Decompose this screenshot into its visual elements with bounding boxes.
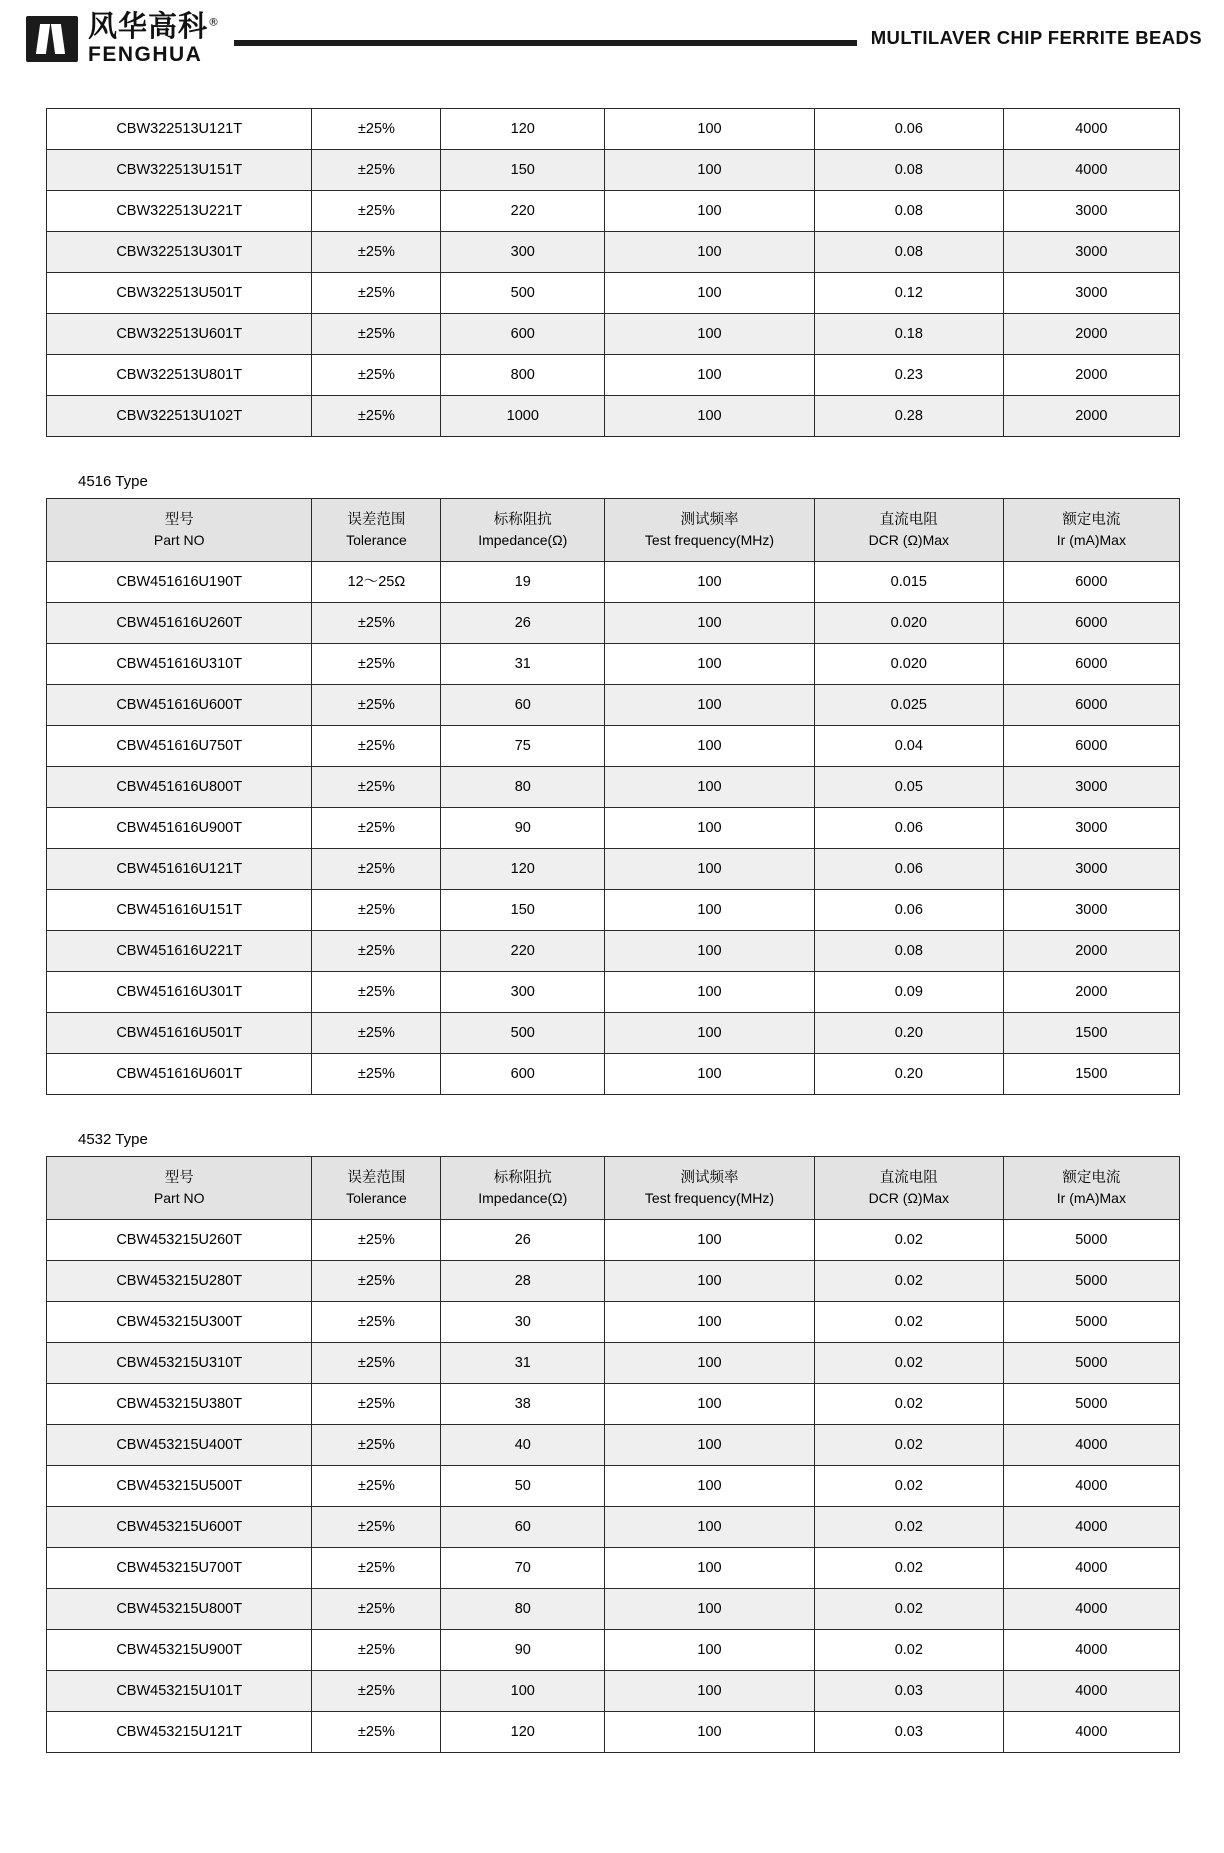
- table-cell: 100: [605, 1548, 815, 1589]
- table-cell: CBW322513U221T: [47, 191, 312, 232]
- column-header-cn: 型号: [164, 511, 194, 528]
- table-cell: 0.02: [814, 1384, 1003, 1425]
- table-cell: 0.18: [814, 314, 1003, 355]
- table-row: [47, 562, 1180, 603]
- table-cell: 100: [605, 1507, 815, 1548]
- table-cell: 300: [441, 232, 605, 273]
- table-row: [47, 1302, 1180, 1343]
- table-cell: 28: [441, 1261, 605, 1302]
- table-cell: 6000: [1003, 644, 1179, 685]
- table-cell: 100: [605, 726, 815, 767]
- table-cell: 100: [605, 808, 815, 849]
- table-cell: 0.02: [814, 1425, 1003, 1466]
- table-cell: 100: [605, 150, 815, 191]
- table-cell: CBW322513U151T: [47, 150, 312, 191]
- table-cell: ±25%: [312, 603, 441, 644]
- table-cell: ±25%: [312, 150, 441, 191]
- table-3225-continued: [46, 108, 1180, 437]
- table-cell: ±25%: [312, 685, 441, 726]
- table-cell: 0.06: [814, 808, 1003, 849]
- table-cell: 75: [441, 726, 605, 767]
- table-cell: 3000: [1003, 232, 1179, 273]
- table-cell: 600: [441, 1054, 605, 1095]
- table-row: [47, 1220, 1180, 1261]
- table-cell: ±25%: [312, 1630, 441, 1671]
- table-row: [47, 767, 1180, 808]
- column-header-en: Ir (mA)Max: [1056, 531, 1126, 548]
- column-header-en: Tolerance: [346, 531, 407, 548]
- table-row: [47, 355, 1180, 396]
- column-header-cn: 测试频率: [680, 1169, 739, 1186]
- registered-mark: ®: [208, 14, 221, 28]
- column-header-4: [605, 499, 815, 562]
- table-cell: 4000: [1003, 109, 1179, 150]
- table-cell: 0.02: [814, 1466, 1003, 1507]
- table-cell: 0.28: [814, 396, 1003, 437]
- table-cell: 3000: [1003, 273, 1179, 314]
- table-cell: 100: [605, 355, 815, 396]
- table-cell: 0.02: [814, 1589, 1003, 1630]
- table-cell: CBW451616U310T: [47, 644, 312, 685]
- table-cell: CBW451616U800T: [47, 767, 312, 808]
- table-cell: ±25%: [312, 726, 441, 767]
- table-cell: CBW453215U400T: [47, 1425, 312, 1466]
- table-cell: 100: [605, 1261, 815, 1302]
- table-cell: 5000: [1003, 1302, 1179, 1343]
- table-row: [47, 931, 1180, 972]
- table-cell: 0.06: [814, 890, 1003, 931]
- table-cell: 100: [605, 273, 815, 314]
- table-cell: 300: [441, 972, 605, 1013]
- table-cell: 1500: [1003, 1013, 1179, 1054]
- table-cell: ±25%: [312, 1589, 441, 1630]
- table-4516: [46, 498, 1180, 1095]
- table-cell: 0.12: [814, 273, 1003, 314]
- table-cell: ±25%: [312, 1261, 441, 1302]
- table-cell: ±25%: [312, 314, 441, 355]
- table-cell: 100: [605, 562, 815, 603]
- table-cell: ±25%: [312, 191, 441, 232]
- table-cell: 4000: [1003, 1425, 1179, 1466]
- table-cell: CBW322513U801T: [47, 355, 312, 396]
- table-cell: ±25%: [312, 355, 441, 396]
- column-header-3: [441, 499, 605, 562]
- table-cell: 26: [441, 603, 605, 644]
- column-header-5: [814, 1157, 1003, 1220]
- table-cell: 4000: [1003, 1466, 1179, 1507]
- table-cell: CBW451616U601T: [47, 1054, 312, 1095]
- table-cell: 3000: [1003, 890, 1179, 931]
- table-cell: 80: [441, 1589, 605, 1630]
- table-cell: ±25%: [312, 232, 441, 273]
- table-cell: 100: [605, 1013, 815, 1054]
- table-type-label: 4532 Type: [78, 1131, 148, 1148]
- table-cell: 0.020: [814, 644, 1003, 685]
- table-cell: 6000: [1003, 726, 1179, 767]
- table-cell: CBW451616U750T: [47, 726, 312, 767]
- table-cell: CBW322513U121T: [47, 109, 312, 150]
- company-logo: [22, 8, 221, 67]
- table-cell: 0.02: [814, 1220, 1003, 1261]
- table-cell: 0.020: [814, 603, 1003, 644]
- table-4532: [46, 1156, 1180, 1753]
- table-cell: 100: [605, 972, 815, 1013]
- table-row: [47, 1425, 1180, 1466]
- table-cell: CBW453215U280T: [47, 1261, 312, 1302]
- table-cell: 5000: [1003, 1384, 1179, 1425]
- table-cell: CBW451616U900T: [47, 808, 312, 849]
- table-cell: 220: [441, 191, 605, 232]
- column-header-1: [47, 1157, 312, 1220]
- table-cell: 2000: [1003, 972, 1179, 1013]
- table-cell: ±25%: [312, 931, 441, 972]
- column-header-6: [1003, 499, 1179, 562]
- table-cell: 31: [441, 644, 605, 685]
- table-cell: 100: [605, 1302, 815, 1343]
- table-cell: 800: [441, 355, 605, 396]
- table-cell: 0.025: [814, 685, 1003, 726]
- table-cell: 500: [441, 273, 605, 314]
- column-header-en: Part NO: [153, 1189, 205, 1206]
- table-cell: 0.02: [814, 1507, 1003, 1548]
- table-cell: 0.06: [814, 849, 1003, 890]
- table-cell: 0.03: [814, 1712, 1003, 1753]
- table-cell: ±25%: [312, 1302, 441, 1343]
- table-cell: CBW453215U300T: [47, 1302, 312, 1343]
- table-cell: 1000: [441, 396, 605, 437]
- table-cell: ±25%: [312, 1671, 441, 1712]
- table-cell: 0.20: [814, 1054, 1003, 1095]
- table-cell: 100: [605, 1671, 815, 1712]
- table-cell: 0.08: [814, 191, 1003, 232]
- table-cell: 100: [605, 1054, 815, 1095]
- table-row: [47, 1671, 1180, 1712]
- table-cell: 6000: [1003, 685, 1179, 726]
- table-cell: 100: [605, 603, 815, 644]
- table-row: [47, 191, 1180, 232]
- table-cell: 4000: [1003, 1507, 1179, 1548]
- table-cell: 50: [441, 1466, 605, 1507]
- table-cell: 6000: [1003, 603, 1179, 644]
- table-cell: 0.23: [814, 355, 1003, 396]
- table-row: [47, 1261, 1180, 1302]
- table-cell: ±25%: [312, 644, 441, 685]
- table-cell: 100: [441, 1671, 605, 1712]
- table-cell: 0.08: [814, 150, 1003, 191]
- table-cell: 3000: [1003, 849, 1179, 890]
- column-header-cn: 标称阻抗: [493, 1169, 552, 1186]
- column-header-cn: 额定电流: [1062, 511, 1121, 528]
- table-row: [47, 644, 1180, 685]
- table-cell: ±25%: [312, 1220, 441, 1261]
- table-row: [47, 808, 1180, 849]
- table-cell: 38: [441, 1384, 605, 1425]
- table-type-label: 4516 Type: [78, 473, 148, 490]
- column-header-cn: 测试频率: [680, 511, 739, 528]
- table-cell: CBW453215U380T: [47, 1384, 312, 1425]
- column-header-en: Test frequency(MHz): [644, 531, 775, 548]
- table-cell: CBW451616U260T: [47, 603, 312, 644]
- tables-container: [46, 108, 1178, 1753]
- table-cell: 0.08: [814, 232, 1003, 273]
- table-cell: 6000: [1003, 562, 1179, 603]
- table-cell: 2000: [1003, 931, 1179, 972]
- table-cell: 90: [441, 808, 605, 849]
- column-header-en: DCR (Ω)Max: [868, 1189, 950, 1206]
- table-cell: ±25%: [312, 396, 441, 437]
- table-cell: 4000: [1003, 1671, 1179, 1712]
- table-cell: 19: [441, 562, 605, 603]
- table-cell: 500: [441, 1013, 605, 1054]
- table-row: [47, 1384, 1180, 1425]
- table-row: [47, 685, 1180, 726]
- table-cell: ±25%: [312, 849, 441, 890]
- table-cell: ±25%: [312, 1013, 441, 1054]
- table-cell: 4000: [1003, 1589, 1179, 1630]
- table-cell: 0.06: [814, 109, 1003, 150]
- table-cell: 100: [605, 314, 815, 355]
- column-header-1: [47, 499, 312, 562]
- table-cell: 100: [605, 1712, 815, 1753]
- table-header-row: [47, 499, 1180, 562]
- table-row: [47, 1507, 1180, 1548]
- column-header-en: Impedance(Ω): [478, 531, 568, 548]
- column-header-cn: 误差范围: [347, 511, 406, 528]
- table-cell: 2000: [1003, 314, 1179, 355]
- column-header-en: DCR (Ω)Max: [868, 531, 950, 548]
- table-cell: 100: [605, 1630, 815, 1671]
- table-row: [47, 1466, 1180, 1507]
- table-cell: 100: [605, 849, 815, 890]
- table-cell: ±25%: [312, 1425, 441, 1466]
- column-header-cn: 额定电流: [1062, 1169, 1121, 1186]
- table-cell: 100: [605, 191, 815, 232]
- table-cell: 4000: [1003, 150, 1179, 191]
- table-cell: 4000: [1003, 1630, 1179, 1671]
- table-cell: 0.05: [814, 767, 1003, 808]
- table-cell: ±25%: [312, 273, 441, 314]
- table-header-row: [47, 1157, 1180, 1220]
- page-header: [0, 0, 1224, 78]
- column-header-cn: 型号: [164, 1169, 194, 1186]
- table-cell: 90: [441, 1630, 605, 1671]
- table-row: [47, 849, 1180, 890]
- column-header-3: [441, 1157, 605, 1220]
- fenghua-logo-icon: [26, 16, 78, 62]
- table-cell: 0.08: [814, 931, 1003, 972]
- column-header-en: Part NO: [153, 531, 205, 548]
- table-cell: ±25%: [312, 808, 441, 849]
- table-cell: ±25%: [312, 1054, 441, 1095]
- table-cell: CBW453215U900T: [47, 1630, 312, 1671]
- table-cell: CBW322513U301T: [47, 232, 312, 273]
- table-cell: ±25%: [312, 1548, 441, 1589]
- company-name-cn: [88, 8, 221, 43]
- table-cell: 100: [605, 1589, 815, 1630]
- table-cell: 60: [441, 685, 605, 726]
- table-cell: 100: [605, 1220, 815, 1261]
- table-row: [47, 109, 1180, 150]
- table-cell: 30: [441, 1302, 605, 1343]
- table-cell: ±25%: [312, 109, 441, 150]
- table-cell: 0.03: [814, 1671, 1003, 1712]
- table-cell: CBW451616U190T: [47, 562, 312, 603]
- column-header-cn: 误差范围: [347, 1169, 406, 1186]
- table-cell: 0.02: [814, 1630, 1003, 1671]
- column-header-2: [312, 499, 441, 562]
- column-header-cn: 直流电阻: [879, 1169, 938, 1186]
- table-cell: ±25%: [312, 1466, 441, 1507]
- table-cell: 26: [441, 1220, 605, 1261]
- table-row: [47, 1589, 1180, 1630]
- table-cell: CBW453215U500T: [47, 1466, 312, 1507]
- table-cell: CBW451616U301T: [47, 972, 312, 1013]
- table-row: [47, 314, 1180, 355]
- table-cell: ±25%: [312, 1343, 441, 1384]
- table-cell: 3000: [1003, 808, 1179, 849]
- table-cell: CBW453215U700T: [47, 1548, 312, 1589]
- table-cell: 100: [605, 1466, 815, 1507]
- table-cell: 100: [605, 685, 815, 726]
- table-cell: CBW322513U501T: [47, 273, 312, 314]
- table-cell: 5000: [1003, 1343, 1179, 1384]
- table-cell: 31: [441, 1343, 605, 1384]
- table-cell: CBW451616U221T: [47, 931, 312, 972]
- table-cell: CBW451616U501T: [47, 1013, 312, 1054]
- table-cell: 0.02: [814, 1548, 1003, 1589]
- document-content: [0, 78, 1224, 1753]
- column-header-cn: 直流电阻: [879, 511, 938, 528]
- table-cell: CBW453215U800T: [47, 1589, 312, 1630]
- table-cell: 100: [605, 1425, 815, 1466]
- table-cell: 600: [441, 314, 605, 355]
- table-cell: 3000: [1003, 767, 1179, 808]
- table-cell: 0.04: [814, 726, 1003, 767]
- table-cell: 4000: [1003, 1548, 1179, 1589]
- table-cell: 0.015: [814, 562, 1003, 603]
- table-cell: 70: [441, 1548, 605, 1589]
- table-row: [47, 1712, 1180, 1753]
- table-cell: 100: [605, 109, 815, 150]
- table-cell: 100: [605, 232, 815, 273]
- table-cell: ±25%: [312, 890, 441, 931]
- table-cell: CBW453215U101T: [47, 1671, 312, 1712]
- table-cell: 40: [441, 1425, 605, 1466]
- table-row: [47, 232, 1180, 273]
- table-cell: 100: [605, 1343, 815, 1384]
- header-divider-rule: [234, 40, 857, 46]
- column-header-cn: 标称阻抗: [493, 511, 552, 528]
- column-header-5: [814, 499, 1003, 562]
- table-cell: 120: [441, 109, 605, 150]
- table-cell: 1500: [1003, 1054, 1179, 1095]
- table-cell: 120: [441, 1712, 605, 1753]
- table-cell: CBW451616U600T: [47, 685, 312, 726]
- column-header-2: [312, 1157, 441, 1220]
- table-cell: ±25%: [312, 1507, 441, 1548]
- table-row: [47, 1013, 1180, 1054]
- table-cell: 60: [441, 1507, 605, 1548]
- column-header-4: [605, 1157, 815, 1220]
- table-row: [47, 1054, 1180, 1095]
- table-cell: CBW322513U102T: [47, 396, 312, 437]
- table-cell: CBW453215U600T: [47, 1507, 312, 1548]
- table-cell: 100: [605, 1384, 815, 1425]
- table-cell: ±25%: [312, 767, 441, 808]
- table-cell: 100: [605, 890, 815, 931]
- table-cell: 100: [605, 931, 815, 972]
- table-cell: CBW453215U260T: [47, 1220, 312, 1261]
- table-cell: CBW453215U310T: [47, 1343, 312, 1384]
- column-header-en: Ir (mA)Max: [1056, 1189, 1126, 1206]
- table-row: [47, 726, 1180, 767]
- table-cell: 5000: [1003, 1220, 1179, 1261]
- table-cell: ±25%: [312, 1384, 441, 1425]
- table-cell: 80: [441, 767, 605, 808]
- table-row: [47, 603, 1180, 644]
- table-cell: CBW322513U601T: [47, 314, 312, 355]
- table-row: [47, 1630, 1180, 1671]
- table-row: [47, 972, 1180, 1013]
- column-header-en: Tolerance: [346, 1189, 407, 1206]
- table-row: [47, 396, 1180, 437]
- company-name-en: FENGHUA: [88, 42, 203, 66]
- table-cell: 120: [441, 849, 605, 890]
- table-cell: 100: [605, 396, 815, 437]
- page-title: MULTILAVER CHIP FERRITE BEADS: [870, 27, 1202, 48]
- table-cell: ±25%: [312, 1712, 441, 1753]
- table-cell: 0.02: [814, 1261, 1003, 1302]
- table-cell: 3000: [1003, 191, 1179, 232]
- table-cell: 220: [441, 931, 605, 972]
- table-row: [47, 150, 1180, 191]
- table-cell: 150: [441, 150, 605, 191]
- table-row: [47, 273, 1180, 314]
- table-cell: 0.02: [814, 1302, 1003, 1343]
- table-cell: 5000: [1003, 1261, 1179, 1302]
- table-cell: 2000: [1003, 355, 1179, 396]
- table-cell: CBW453215U121T: [47, 1712, 312, 1753]
- table-cell: ±25%: [312, 972, 441, 1013]
- table-cell: 4000: [1003, 1712, 1179, 1753]
- table-cell: 2000: [1003, 396, 1179, 437]
- table-cell: 100: [605, 767, 815, 808]
- table-cell: 100: [605, 644, 815, 685]
- table-cell: 0.20: [814, 1013, 1003, 1054]
- column-header-6: [1003, 1157, 1179, 1220]
- column-header-en: Impedance(Ω): [478, 1189, 568, 1206]
- table-row: [47, 1343, 1180, 1384]
- table-cell: CBW451616U121T: [47, 849, 312, 890]
- table-cell: 0.09: [814, 972, 1003, 1013]
- column-header-en: Test frequency(MHz): [644, 1189, 775, 1206]
- table-cell: 0.02: [814, 1343, 1003, 1384]
- table-cell: 12～25Ω: [312, 562, 441, 603]
- table-row: [47, 1548, 1180, 1589]
- table-row: [47, 890, 1180, 931]
- table-cell: CBW451616U151T: [47, 890, 312, 931]
- company-name-cn-text: 风华高科: [88, 8, 209, 43]
- table-cell: 150: [441, 890, 605, 931]
